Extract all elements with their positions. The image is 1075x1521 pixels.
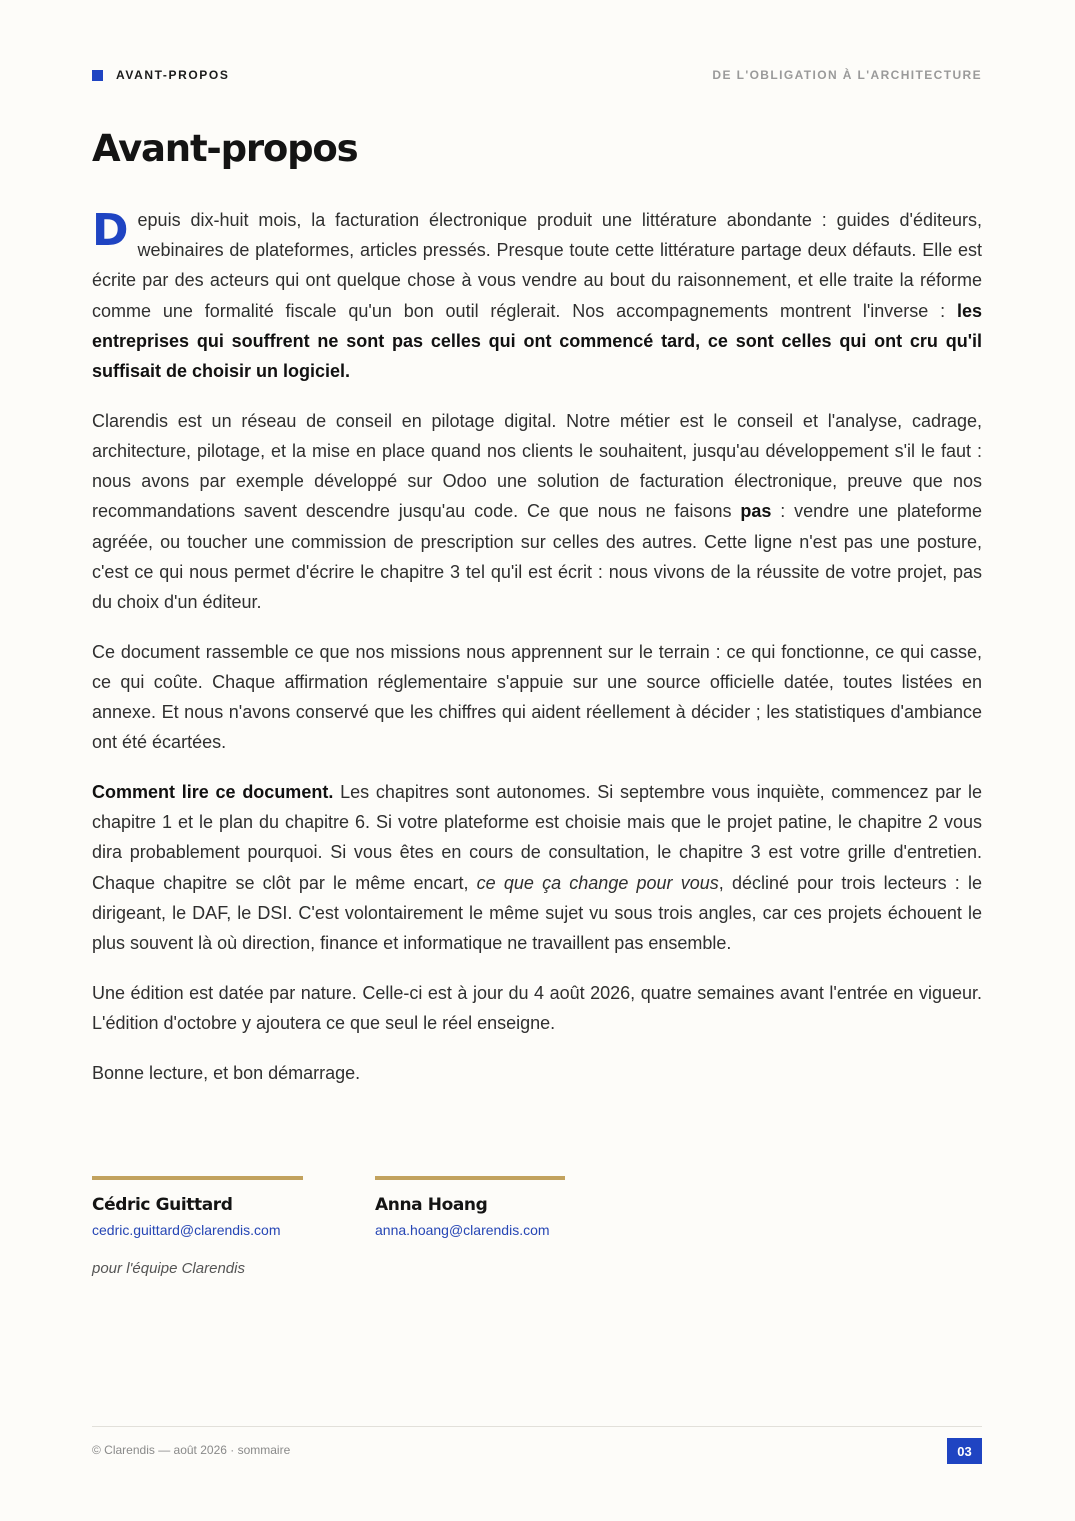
section-label: AVANT-PROPOS — [116, 68, 230, 82]
page-number: 03 — [947, 1438, 982, 1464]
drop-cap: D — [92, 205, 129, 256]
paragraph-intro-bold: les entreprises qui souffrent ne sont pas celles qui ont commencé tard, ce sont celles qui ont cru qu'il suffisait de choisir un logiciel. — [92, 300, 982, 382]
paragraph-clarendis — [92, 406, 982, 617]
running-header — [92, 66, 982, 84]
paragraph-document: Ce document rassemble ce que nos missions nous apprennent sur le terrain : ce qui fonctionne, ce qui casse, ce qui coûte. Chaque affirmation réglementaire s'appuie sur une source officielle datée, toutes listées en annexe. Et nous n'avons conservé que les chiffres qui aident réellement à décider ; les statistiques d'ambiance ont été écartées. — [92, 641, 982, 753]
paragraph-edition: Une édition est datée par nature. Celle-ci est à jour du 4 août 2026, quatre semaines avant l'entrée en vigueur. L'édition d'octobre y ajoutera ce que seul le réel enseigne. — [92, 982, 982, 1033]
paragraph-closing: Bonne lecture, et bon démarrage. — [92, 1062, 361, 1083]
footer-copyright: © Clarendis — août 2026 · sommaire — [92, 1443, 291, 1457]
paragraph-how-to-read-text-2: , décliné pour trois lecteurs : le dirigeant, le DAF, le DSI. C'est volontairement le même sujet vu sous trois angles, car ces projets échouent le plus souvent là où direction, finance et informatique ne travaillent pas ensemble. — [92, 872, 982, 953]
team-note: pour l'équipe Clarendis — [92, 1260, 245, 1277]
paragraph-how-to-read-text-1: Les chapitres sont autonomes. Si septembre vous inquiète, commencez par le chapitre 1 et le plan du chapitre 6. Si votre plateforme est choisie mais que le projet patine, le chapitre 2 vous dira probablement pourquoi. Si vous êtes en cours de consultation, le chapitre 3 est votre grille d'entretien. Chaque chapitre se clôt par le même encart, — [92, 781, 982, 893]
page-title: Avant-propos — [92, 127, 358, 170]
paragraph-how-to-read — [92, 777, 982, 958]
paragraph-clarendis-bold: pas — [740, 501, 772, 522]
document-title: DE L'OBLIGATION À L'ARCHITECTURE — [712, 68, 982, 82]
signature-name: Anna Hoang — [375, 1195, 488, 1215]
paragraph-clarendis-text-1: Clarendis est un réseau de conseil en pilotage digital. Notre métier est le conseil et l'analyse, cadrage, architecture, pilotage, et la mise en place quand nos clients le souhaitent, jusqu'au développement s'il le faut : nous avons par exemple développé sur Odoo une solution de facturation électronique, preuve que nos recommandations savent descendre jusqu'au code. Ce que nous ne faisons — [92, 410, 982, 522]
section-square-icon — [92, 70, 103, 81]
body-text — [92, 205, 982, 1107]
paragraph-intro — [92, 205, 982, 386]
signature-block — [92, 1176, 303, 1238]
paragraph-how-to-read-bold: Comment lire ce document. — [92, 781, 334, 802]
paragraph-how-to-read-italic: ce que ça change pour vous — [476, 872, 719, 893]
footer-divider — [92, 1426, 982, 1427]
section-indicator — [92, 68, 229, 82]
signature-block — [375, 1176, 565, 1238]
signature-name: Cédric Guittard — [92, 1195, 233, 1215]
signature-email-link[interactable]: anna.hoang@clarendis.com — [375, 1222, 550, 1238]
signature-email-link[interactable]: cedric.guittard@clarendis.com — [92, 1222, 281, 1238]
signatures — [92, 1176, 565, 1238]
paragraph-clarendis-text-2: : vendre une plateforme agréée, ou toucher une commission de prescription sur celles des autres. Cette ligne n'est pas une posture, c'est ce qui nous permet d'écrire le chapitre 3 tel qu'il est écrit : nous vivons de la réussite de votre projet, pas du choix d'un éditeur. — [92, 501, 982, 612]
paragraph-intro-text: epuis dix-huit mois, la facturation électronique produit une littérature abondante : guides d'éditeurs, webinaires de plateformes, articles pressés. Presque toute cette littérature partage deux défauts. Elle est écrite par des acteurs qui ont quelque chose à vous vendre au bout du raisonnement, et elle traite la réforme comme une formalité fiscale qu'un bon outil réglerait. Nos accompagnements montrent l'inverse : — [92, 210, 982, 321]
